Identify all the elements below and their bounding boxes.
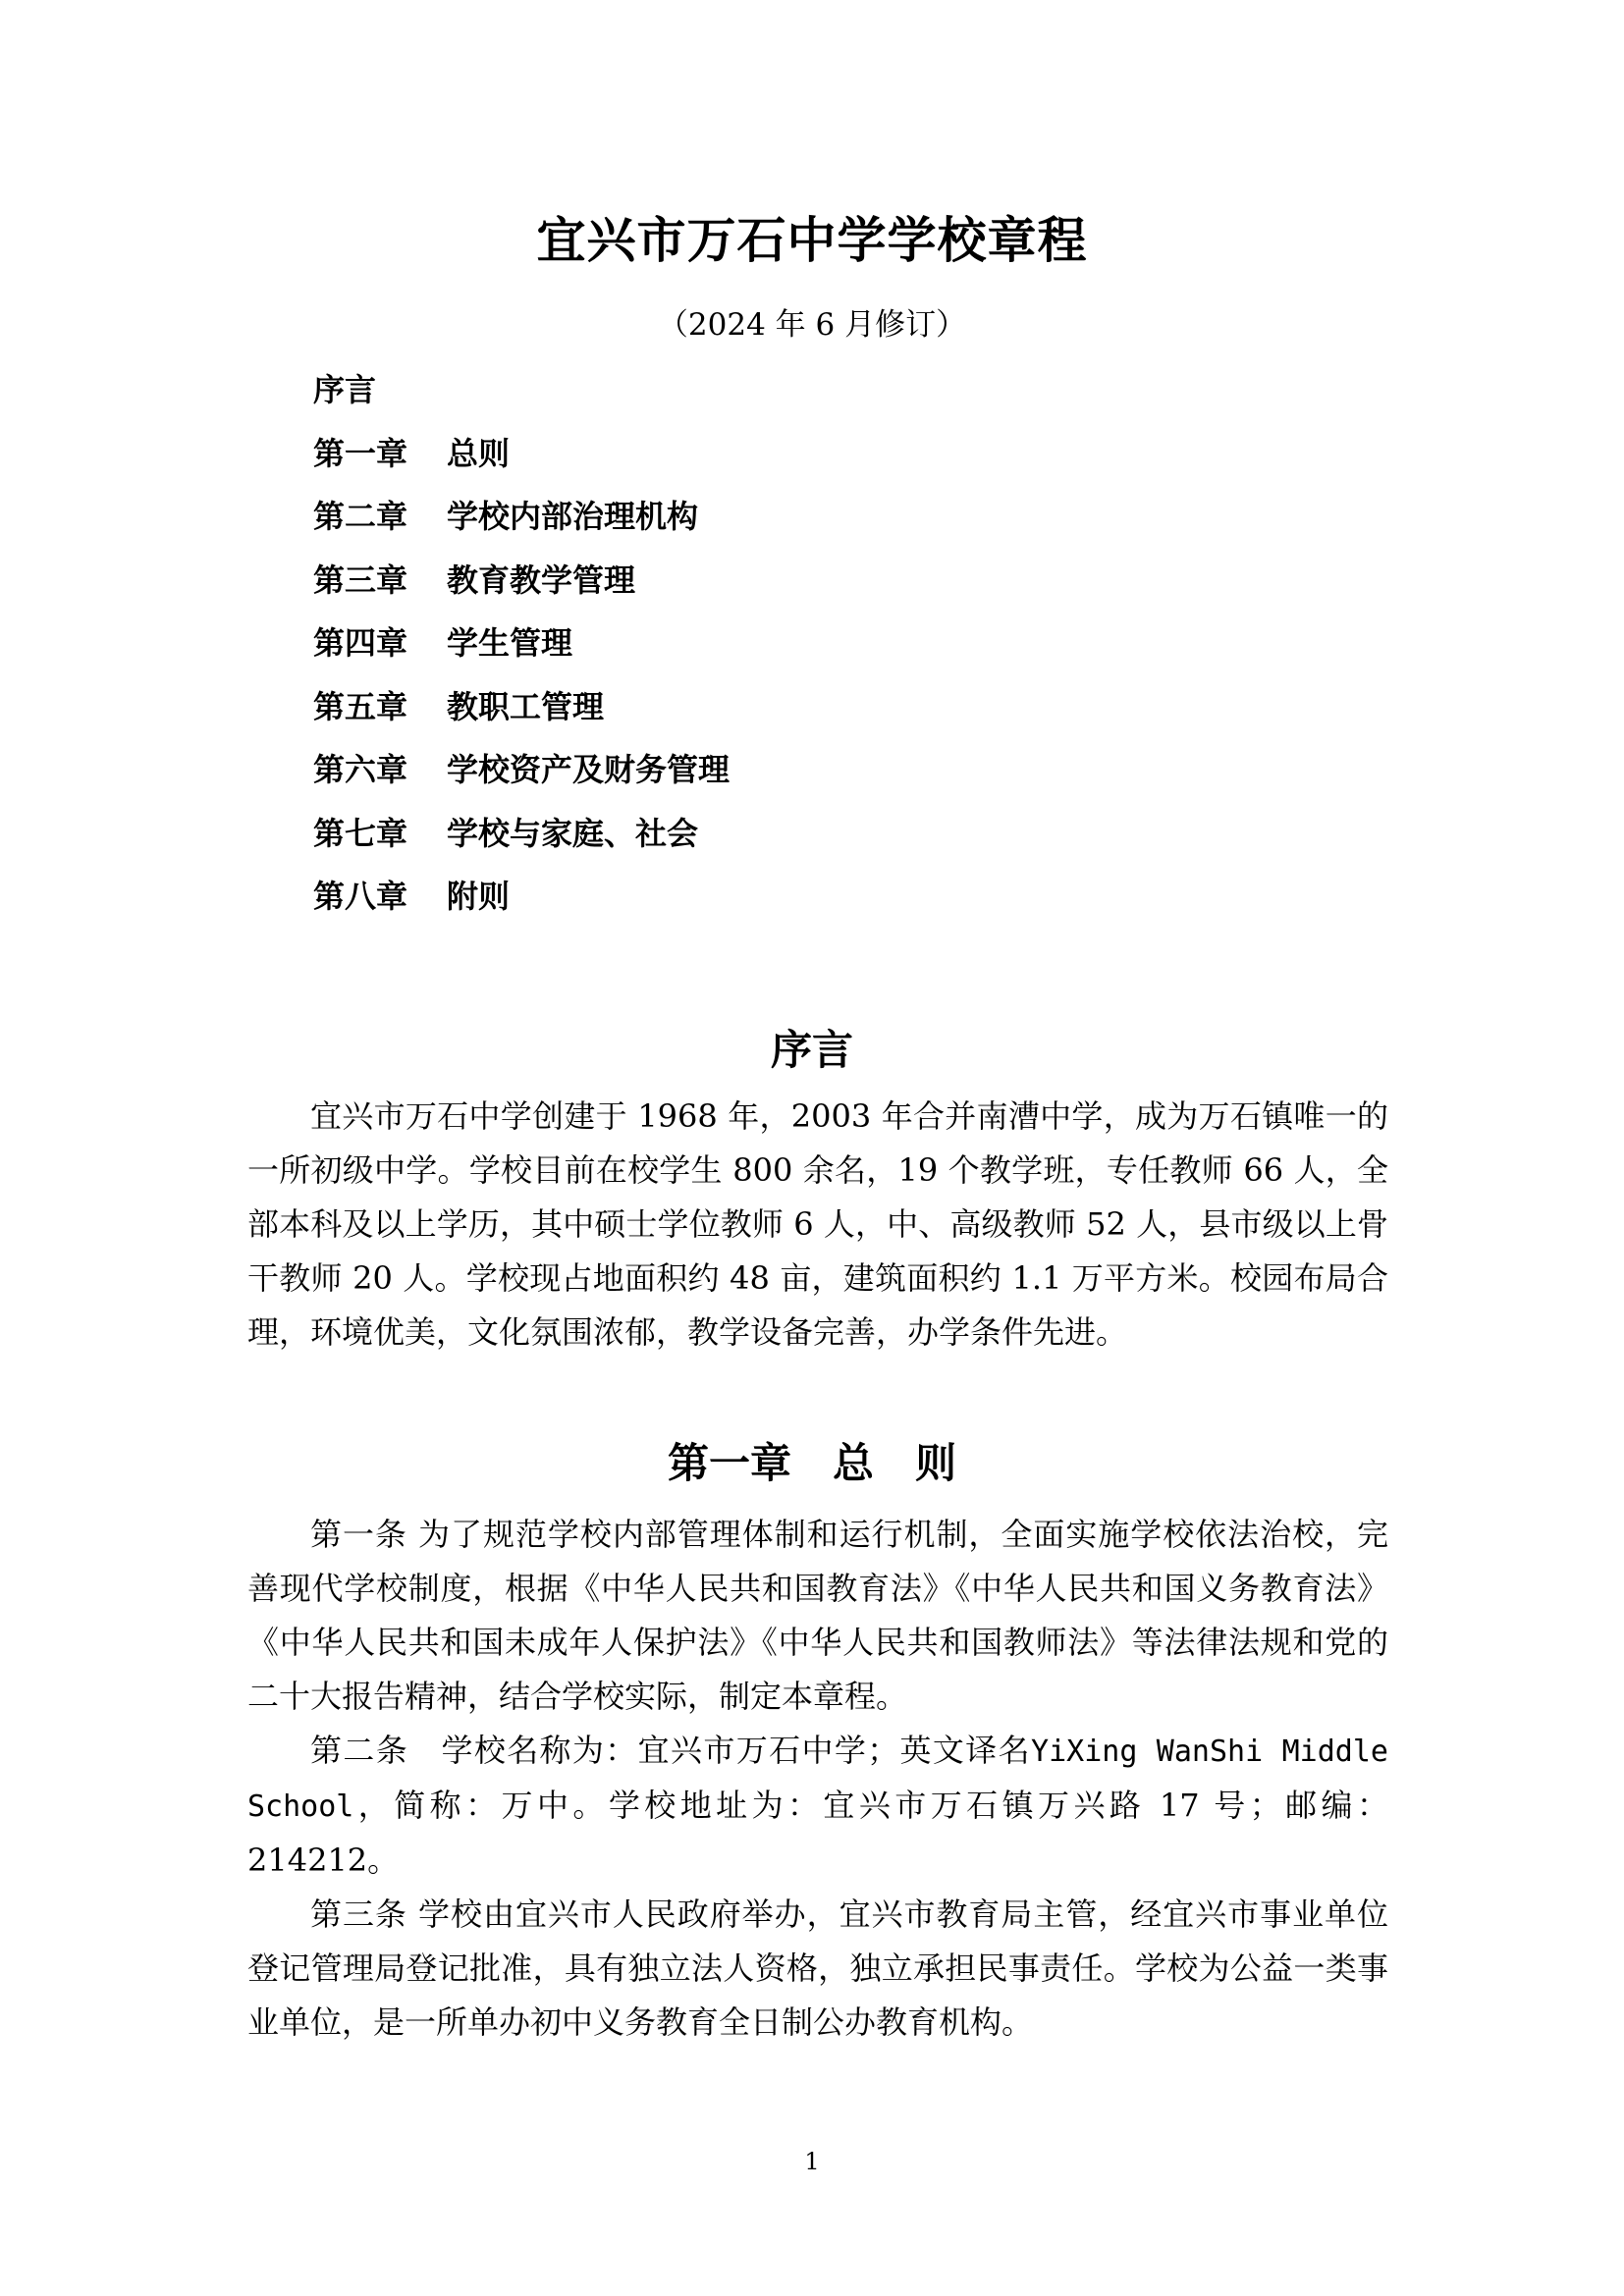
toc-item-chapter-4[interactable] bbox=[313, 612, 730, 675]
toc-item-number: 第七章 bbox=[313, 814, 408, 852]
article-2 bbox=[247, 1724, 1388, 1888]
article-text: ，简称：万中。学校地址为：宜兴市万石镇万兴路 17 号；邮编：214212。 bbox=[247, 1787, 1388, 1879]
article-number: 第二条 bbox=[310, 1732, 409, 1769]
article-number: 第一条 bbox=[310, 1516, 407, 1553]
preface-paragraph: 宜兴市万石中学创建于 1968 年，2003 年合并南漕中学，成为万石镇唯一的一所初级中学。学校目前在校学生 800 余名，19 个教学班，专任教师 66 人，全部本科及以上学历，其中硕士学位教师 6 人，中、高级教师 52 人，县市级以上骨干教师 20 人。学校现占地面积约 48 亩，建筑面积约 1.1 万平方米。校园布局合理，环境优美，文化氛围浓郁，教学设备完善，办学条件先进。 bbox=[247, 1097, 1388, 1351]
document-title: 宜兴市万石中学学校章程 bbox=[536, 211, 1088, 269]
toc-item-title: 学校与家庭、社会 bbox=[447, 814, 699, 852]
toc-item-title: 附则 bbox=[447, 878, 511, 915]
toc-item-number: 第一章 bbox=[313, 434, 408, 472]
article-text: 为了规范学校内部管理体制和运行机制，全面实施学校依法治校，完善现代学校制度，根据《中华人民共和国教育法》《中华人民共和国义务教育法》《中华人民共和国未成年人保护法》《中华人民共和国教师法》等法律法规和党的二十大报告精神，结合学校实际，制定本章程。 bbox=[247, 1516, 1388, 1715]
toc-item-chapter-5[interactable] bbox=[313, 675, 730, 739]
toc-item-chapter-8[interactable] bbox=[313, 865, 730, 929]
preface-heading: 序言 bbox=[770, 1026, 853, 1074]
toc-item-number: 序言 bbox=[313, 371, 377, 408]
toc-item-number: 第八章 bbox=[313, 878, 408, 915]
toc-item-chapter-3[interactable] bbox=[313, 549, 730, 613]
school-english-name: YiXing WanShi Middle School bbox=[247, 1735, 1388, 1824]
toc-item-preface[interactable] bbox=[313, 358, 730, 422]
toc-item-number: 第三章 bbox=[313, 561, 408, 599]
toc-item-number: 第四章 bbox=[313, 624, 408, 662]
toc-item-chapter-1[interactable] bbox=[313, 422, 730, 486]
page-number: 1 bbox=[804, 2148, 820, 2175]
toc-item-title: 总则 bbox=[447, 434, 511, 472]
chapter-1-body bbox=[247, 1508, 1388, 2050]
toc-item-title: 学校内部治理机构 bbox=[447, 498, 699, 535]
toc-item-title: 教职工管理 bbox=[447, 687, 605, 725]
toc-item-number: 第六章 bbox=[313, 751, 408, 788]
article-3 bbox=[247, 1888, 1388, 2050]
toc-item-title: 教育教学管理 bbox=[447, 561, 636, 599]
table-of-contents bbox=[313, 358, 730, 929]
toc-item-chapter-6[interactable] bbox=[313, 738, 730, 802]
document-subtitle: （2024 年 6 月修订） bbox=[657, 307, 967, 343]
article-text: 学校名称为：宜兴市万石中学；英文译名 bbox=[441, 1732, 1032, 1769]
article-1 bbox=[247, 1508, 1388, 1724]
toc-item-chapter-7[interactable] bbox=[313, 802, 730, 866]
article-number: 第三条 bbox=[310, 1896, 407, 1933]
toc-item-number: 第五章 bbox=[313, 687, 408, 725]
toc-item-title: 学校资产及财务管理 bbox=[447, 751, 731, 788]
toc-item-number: 第二章 bbox=[313, 498, 408, 535]
chapter-1-heading: 第一章 总 则 bbox=[667, 1439, 956, 1487]
toc-item-chapter-2[interactable] bbox=[313, 485, 730, 549]
toc-item-title: 学生管理 bbox=[447, 624, 573, 662]
preface-body bbox=[247, 1090, 1388, 1360]
article-text: 学校由宜兴市人民政府举办，宜兴市教育局主管，经宜兴市事业单位登记管理局登记批准，具有独立法人资格，独立承担民事责任。学校为公益一类事业单位，是一所单办初中义务教育全日制公办教育机构。 bbox=[247, 1896, 1388, 2041]
